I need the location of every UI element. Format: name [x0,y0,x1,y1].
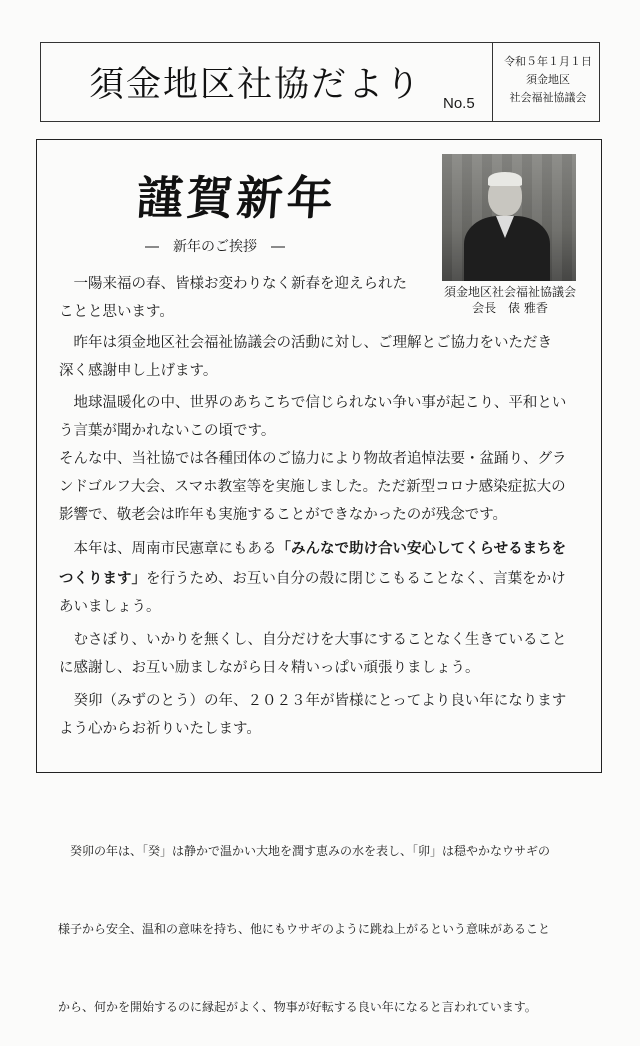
chairman-photo [442,154,576,281]
greeting-article [36,139,602,773]
greeting-line: 地球温暖化の中、世界のあちこちで信じられない争い事が起こり、平和とい [59,395,567,411]
greeting-line: つくります」を行うため、お互い自分の殻に閉じこもることなく、言葉をかけ [59,571,566,587]
greeting-line: に感謝し、お互い励ましながら日々精いっぱい頑張りましょう。 [59,660,480,676]
greeting-line: 癸卯（みずのとう）の年、２０２３年が皆様にとってより良い年になります [59,693,567,709]
greeting-line: 昨年は須金地区社会福祉協議会の活動に対し、ご理解とご協力をいただき [59,335,552,351]
caption-name: 会長 俵 雅香 [472,301,548,315]
greeting-line: 一陽来福の春、皆様お変わりなく新春を迎えられた [59,276,407,292]
greeting-line: そんな中、当社協では各種団体のご協力により物故者追悼法要・盆踊り、グラ [59,451,567,467]
publisher-council: 社会福祉協議会 [509,91,587,104]
greeting-line: よう心からお祈りいたします。 [59,721,261,737]
zodiac-note [58,786,550,1046]
publisher-district: 須金地区 [526,73,570,86]
publication-date: 令和５年１月１日 [504,55,592,68]
city-charter-quote: 「みんなで助け合い安心してくらせるまちを [276,541,567,557]
photo-caption [437,284,583,316]
header-divider [492,43,493,121]
greeting-subtitle: ― 新年のご挨拶 ― [145,239,285,255]
newsletter-header [40,42,600,122]
new-year-heading: 謹賀新年 [134,171,339,225]
greeting-line: う言葉が聞かれないこの頃です。 [59,423,276,439]
greeting-line: ンドゴルフ大会、スマホ教室等を実施しました。ただ新型コロナ感染症拡大の [59,479,566,495]
caption-organization: 須金地区社会福祉協議会 [443,285,576,299]
greeting-line: ことと思います。 [59,304,174,320]
zodiac-note-line: 癸卯の年は、「癸」は静かで温かい大地を潤す恵みの水を表し、「卯」は穏やかなウサギの [58,844,551,858]
greeting-line: あいましょう。 [59,599,161,615]
greeting-line: 本年は、周南市民憲章にもある「みんなで助け合い安心してくらせるまちを [59,541,567,557]
newsletter-title: 須金地区社協だより [89,65,423,105]
zodiac-note-line: から、何かを開始するのに縁起がよく、物事が好転する良い年になると言われています。 [58,1000,537,1014]
greeting-line: 深く感謝申し上げます。 [59,363,218,379]
issue-number: No.5 [443,95,475,112]
city-charter-quote-end: つくります」 [59,571,146,587]
greeting-line: むさぼり、いかりを無くし、自分だけを大事にすることなく生きていること [59,632,567,648]
greeting-line: 影響で、敬老会は昨年も実施することができなかったのが残念です。 [59,507,508,523]
zodiac-note-line: 様子から安全、温和の意味を持ち、他にもウサギのように跳ね上がるという意味があること [58,922,551,936]
publication-info [499,53,597,107]
